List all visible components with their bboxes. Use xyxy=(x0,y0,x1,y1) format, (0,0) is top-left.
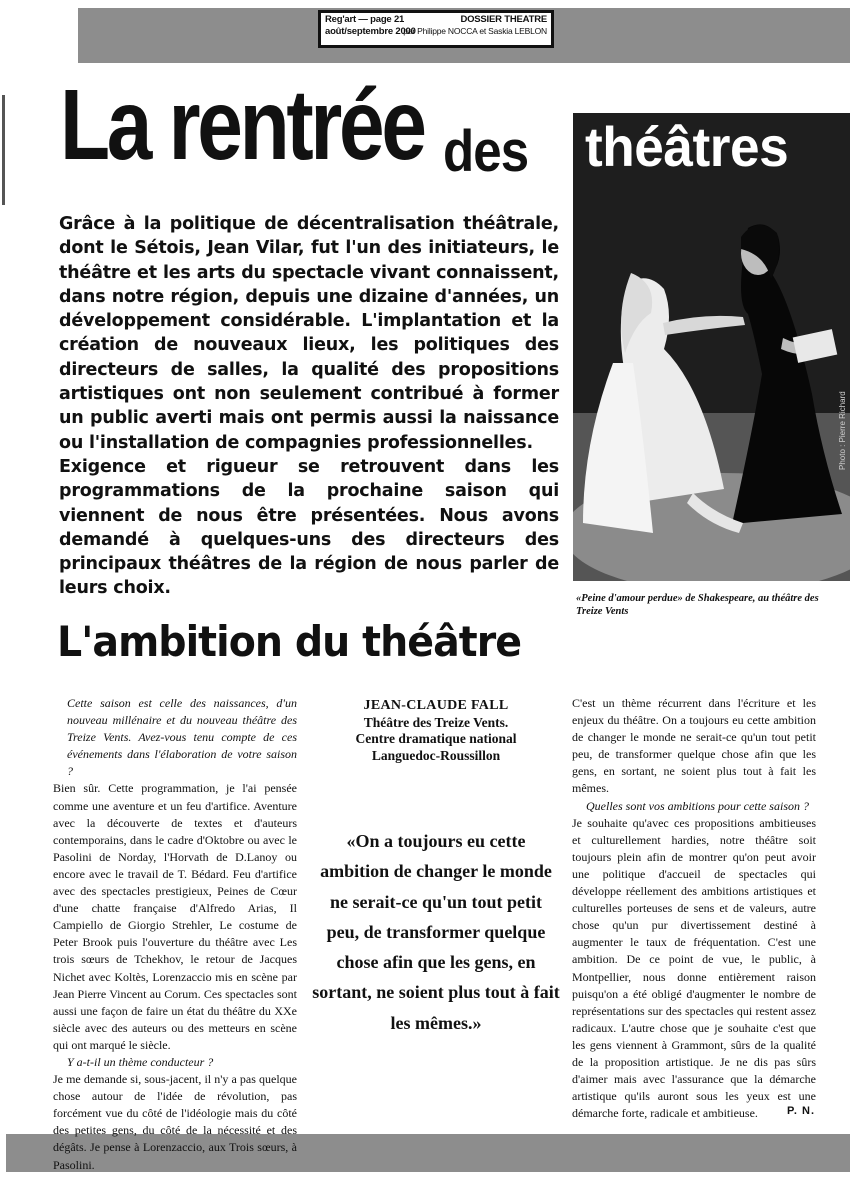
column-left xyxy=(53,695,297,1174)
header-date: août/septembre 2000 xyxy=(325,26,416,37)
intro-text xyxy=(59,212,559,601)
theatre-photo xyxy=(573,113,850,581)
answer-2: Je me demande si, sous-jacent, il n'y a pas quelque chose autour de l'idée de révolution, pas forcément vue du côté de l'idéologie mais du côté des petites gens, du côté de la nécessité et des dégâts. Je pense à Lorenzaccio, aux Trois sœurs, à Pasolini. xyxy=(53,1072,297,1172)
header-authors: par Philippe NOCCA et Saskia LEBLON xyxy=(403,26,547,36)
section-title: L'ambition du théâtre xyxy=(57,617,522,666)
header-box xyxy=(318,10,554,48)
page-title-des: des xyxy=(443,119,529,184)
intro-paragraph-1: Grâce à la politique de décentralisation théâtrale, dont le Sétois, Jean Vilar, fut l'un des initiateurs, le théâtre et les arts du spectacle vivant connaissent, dans notre région, depuis une dizaine d'années, un développement considérable. L'implantation et la création de nouveaux lieux, les politiques des directeurs de salles, la qualité des propositions artistiques ont non seulement contribué à former un public averti mais ont permis aussi la naissance ou l'installation de compagnies professionnelles. xyxy=(59,214,559,453)
answer-2-continued: C'est un thème récurrent dans l'écriture et les enjeux du théâtre. On a toujours eu cette ambition de changer le monde ne serait-ce qu'un tout petit peu, de transformer quelque chose afin que les gens, en sortant, ne soient plus tout à fait les mêmes. xyxy=(572,696,816,796)
question-2: Y a-t-il un thème conducteur ? xyxy=(67,1054,214,1069)
header-dossier: DOSSIER THEATRE xyxy=(460,14,547,25)
intro-paragraph-2: Exigence et rigueur se retrouvent dans les programmations de la prochaine saison qui viennent de nous être présentées. Nous avons demandé à quelques-uns des directeurs des principaux théâtres de la région de nous parler de leurs choix. xyxy=(59,456,559,599)
photo-caption: «Peine d'amour perdue» de Shakespeare, au théâtre des Treize Vents xyxy=(576,593,819,617)
question-1: Cette saison est celle des naissances, d'un nouveau millénaire et du nouveau théâtre des Treize Vents. Avez-vous tenu compte de ces événements dans l'élaboration de votre saison ? xyxy=(67,696,297,779)
column-right xyxy=(572,695,816,1122)
question-3: Quelles sont vos ambitions pour cette saison ? xyxy=(586,798,809,813)
answer-1: Bien sûr. Cette programmation, je l'ai pensée comme une aventure et un feu d'artifice. Aventure avec la découverte de textes et d'auteurs contemporains, dans le cadre d'Oktobre ou avec le Pasolini de Norday, l'Horvath de D.Lanoy ou encore avec le travail de T. Bédard. Feu d'artifice avec des spectacles prestigieux, Peines de Cœur d'une chatte française d'Alfredo Arias, Il Campiello de Giorgio Strehler, Le costume de Peter Brook puis l'ouverture du théâtre avec Les trois sœurs de Tchekhov, le retour de Jacques Nichet avec Koltès, Lorenzaccio mis en scène par Jean Pierre Vincent au Corum. Ces spectacles sont aussi une façon de faire un état du théâtre du XXe siècle avec des auteurs ou des metteurs en scène qui ont marqué le siècle. xyxy=(53,781,297,1052)
scan-edge-mark xyxy=(2,95,5,205)
byline-centre: Centre dramatique national xyxy=(355,731,517,746)
pull-quote: «On a toujours eu cette ambition de changer le monde ne serait-ce qu'un tout petit peu, de transformer quelque chose afin que les gens, en sortant, ne soient plus tout à fait les mêmes.» xyxy=(312,831,560,1033)
answer-3: Je souhaite qu'avec ces propositions ambitieuses et culturellement hardies, notre théâtre soit toujours plein afin de montrer qu'on peut avoir une politique d'accueil de spectacles qui développe réellement des ambitions artistiques et culturelles porteuses de sens et de valeurs, autre chose qu'un pur divertissement destiné à augmenter le taux de fréquentation. C'est une ambition. De ce point de vue, le public, à Montpellier, nous donne entièrement raison puisqu'on a été obligé d'augmenter le nombre de représentations sur des spectacles qui restent assez radicaux. L'autre chose que je souhaite c'est que les gens viennent à Grammont, sûrs de la qualité de la proposition artistique. Je ne dis pas sûrs d'aimer mais avec l'assurance que la démarche artistique qu'ils auront sous les yeux est une démarche forte, radicale et ambitieuse. xyxy=(572,815,816,1121)
interviewee-name: JEAN-CLAUDE FALL xyxy=(363,698,509,713)
byline-theatre: Théâtre des Treize Vents. xyxy=(363,714,509,730)
photo-illustration xyxy=(573,113,850,581)
byline-region: Languedoc-Roussillon xyxy=(371,747,501,763)
photo-credit: Photo : Pierre Richard xyxy=(838,391,847,470)
interviewee-byline xyxy=(322,698,550,764)
page-title-main: La rentrée xyxy=(60,69,424,181)
page-title-theatres: théâtres xyxy=(585,115,789,178)
header-page-ref: Reg'art — page 21 xyxy=(325,14,405,25)
author-signature: P. N. xyxy=(787,1105,816,1117)
